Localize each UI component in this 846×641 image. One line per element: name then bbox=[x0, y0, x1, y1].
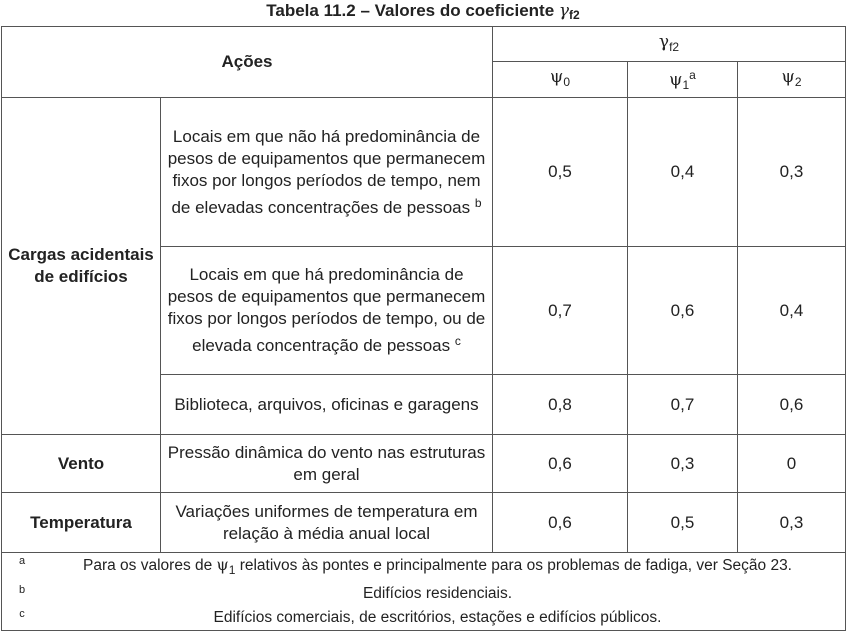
psi1-value: 0,4 bbox=[628, 98, 738, 247]
psi2-value: 0,3 bbox=[738, 98, 846, 247]
header-psi1: $\psi_1^a$ bbox=[628, 62, 738, 98]
header-gamma-f2: $\gamma_{f2}$ bbox=[493, 27, 846, 62]
row-description: Variações uniformes de temperatura em relação à média anual local bbox=[161, 493, 493, 553]
psi2-value: 0,6 bbox=[738, 375, 846, 435]
title-text: Tabela 11.2 – Valores do coeficiente bbox=[266, 1, 559, 20]
psi1-value: 0,7 bbox=[628, 375, 738, 435]
psi1-value: 0,5 bbox=[628, 493, 738, 553]
gamma-symbol: γ bbox=[558, 1, 570, 21]
header-psi0: $\psi_0$ bbox=[493, 62, 628, 98]
table-row bbox=[2, 435, 846, 493]
psi1-value: 0,3 bbox=[628, 435, 738, 493]
psi2-value: 0,3 bbox=[738, 493, 846, 553]
row-description: Locais em que não há predominância de pesos de equipamentos que permanecem fixos por longos períodos de tempo, nem de elevadas concentrações de pessoas $^b$ bbox=[161, 98, 493, 247]
psi0-value: 0,6 bbox=[493, 493, 628, 553]
gamma-subscript: f2 bbox=[569, 8, 580, 22]
psi2-value: 0 bbox=[738, 435, 846, 493]
note-c: c Edifícios comerciais, de escritórios, estações e edifícios públicos. bbox=[19, 608, 662, 626]
group-label-vento: Vento bbox=[2, 435, 161, 493]
psi1-value: 0,6 bbox=[628, 247, 738, 375]
psi0-value: 0,7 bbox=[493, 247, 628, 375]
row-description: Pressão dinâmica do vento nas estruturas em geral bbox=[161, 435, 493, 493]
header-psi2: $\psi_2$ bbox=[738, 62, 846, 98]
table-title bbox=[0, 0, 846, 26]
header-acoes: Ações bbox=[2, 27, 493, 98]
psi0-value: 0,5 bbox=[493, 98, 628, 247]
table-row bbox=[2, 98, 846, 247]
notes-row bbox=[2, 553, 846, 631]
psi2-value: 0,4 bbox=[738, 247, 846, 375]
coefficient-table bbox=[1, 26, 846, 631]
table-notes bbox=[2, 553, 846, 631]
group-label-temperatura: Temperatura bbox=[2, 493, 161, 553]
group-label-cargas: Cargas acidentais de edifícios bbox=[2, 98, 161, 435]
table-row bbox=[2, 493, 846, 553]
note-b: b Edifícios residenciais. bbox=[18, 584, 513, 602]
note-a: a Para os valores de $\psi_1$ relativos às pontes e principalmente para os problemas de fadiga, ver Seção 23. bbox=[18, 555, 792, 577]
row-description: Biblioteca, arquivos, oficinas e garagens bbox=[161, 375, 493, 435]
psi0-value: 0,8 bbox=[493, 375, 628, 435]
row-description: Locais em que há predominância de pesos de equipamentos que permanecem fixos por longos períodos de tempo, ou de elevada concentração de pessoas $^c$ bbox=[161, 247, 493, 375]
psi0-value: 0,6 bbox=[493, 435, 628, 493]
